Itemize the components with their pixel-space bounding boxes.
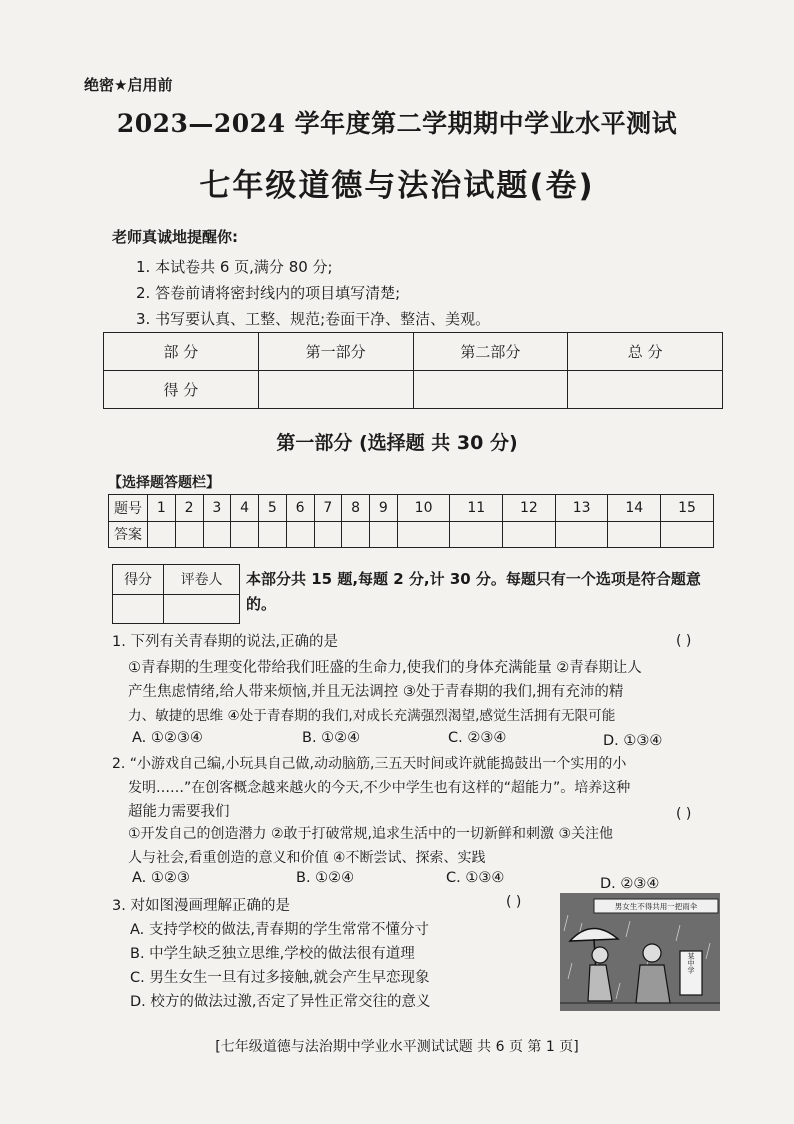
question-number-cell: 9 — [370, 495, 398, 522]
school-sign-text: 某中学 — [687, 952, 695, 974]
part1-title: 第一部分 (选择题 共 30 分) — [276, 432, 518, 454]
q1-option-c[interactable]: C. ②③④ — [448, 730, 507, 746]
statement-line: 人与社会,看重创造的意义和价值 ④不断尝试、探索、实践 — [128, 850, 486, 866]
answer-bar-heading: 【选择题答题栏】 — [108, 475, 220, 491]
answer-cell[interactable] — [148, 521, 176, 548]
question-2-line: 发明……”在创客概念越来越火的今天,不少中学生也有这样的“超能力”。培养这种 — [128, 780, 631, 796]
reminder-list — [136, 254, 490, 332]
answer-cell[interactable] — [661, 521, 714, 548]
page-footer: [七年级道德与法治期中学业水平测试试题 共 6 页 第 1 页] — [215, 1039, 579, 1055]
q2-option-a[interactable]: A. ①②③ — [132, 870, 190, 886]
answer-cell[interactable] — [370, 521, 398, 548]
q3-option-b[interactable]: B. 中学生缺乏独立思维,学校的做法很有道理 — [130, 946, 415, 962]
q3-option-a[interactable]: A. 支持学校的做法,青春期的学生常常不懂分寸 — [130, 922, 429, 938]
score-row-label: 得 分 — [104, 371, 259, 409]
confidential-mark: 绝密★启用前 — [84, 76, 173, 94]
answer-cell[interactable] — [314, 521, 342, 548]
grade-header-grader: 评卷人 — [164, 565, 240, 595]
part1-instructions: 本部分共 15 题,每题 2 分,计 30 分。每题只有一个选项是符合题意的。 — [246, 570, 701, 613]
question-number-cell: 12 — [503, 495, 556, 522]
question-1-statements — [128, 656, 724, 728]
q2-option-d[interactable]: D. ②③④ — [600, 876, 660, 892]
question-2-statements — [128, 822, 724, 870]
comic-banner-text: 男女生不得共用一把雨伞 — [614, 902, 698, 911]
answer-cell[interactable] — [342, 521, 370, 548]
answer-cell[interactable] — [286, 521, 314, 548]
question-1 — [112, 630, 712, 654]
girl-figure — [592, 947, 608, 963]
score-header-part: 部 分 — [104, 333, 259, 371]
question-3-stem: 3. 对如图漫画理解正确的是 — [112, 898, 290, 914]
question-number-cell: 7 — [314, 495, 342, 522]
answer-table — [108, 494, 714, 548]
question-number-cell: 8 — [342, 495, 370, 522]
answer-cell[interactable] — [608, 521, 661, 548]
question-number-cell: 3 — [203, 495, 231, 522]
answer-cell[interactable] — [503, 521, 556, 548]
score-cell-part1[interactable] — [258, 371, 413, 409]
question-number-cell: 14 — [608, 495, 661, 522]
exam-title: 2023—2024 学年度第二学期期中学业水平测试 — [116, 109, 678, 138]
answer-cell[interactable] — [397, 521, 450, 548]
answer-cell[interactable] — [231, 521, 259, 548]
question-2 — [112, 752, 724, 824]
question-2-line: 超能力需要我们 — [128, 804, 230, 820]
question-number-cell: 13 — [555, 495, 608, 522]
answer-cell[interactable] — [450, 521, 503, 548]
question-1-answer-paren[interactable]: ( ) — [676, 633, 692, 649]
score-cell-part2[interactable] — [413, 371, 568, 409]
q2-option-b[interactable]: B. ①②④ — [296, 870, 355, 886]
question-2-line: 2. “小游戏自己编,小玩具自己做,动动脑筋,三五天时间或许就能捣鼓出一个实用的小 — [112, 756, 627, 772]
score-cell-total[interactable] — [568, 371, 723, 409]
question-number-cell: 10 — [397, 495, 450, 522]
question-number-cell: 1 — [148, 495, 176, 522]
answer-label: 答案 — [109, 521, 148, 548]
answer-cell[interactable] — [203, 521, 231, 548]
answer-cell[interactable] — [259, 521, 287, 548]
reminder-heading: 老师真诚地提醒你: — [112, 228, 238, 246]
grade-cell-grader[interactable] — [164, 594, 240, 624]
grade-header-score: 得分 — [113, 565, 164, 595]
question-3-answer-paren[interactable]: ( ) — [506, 894, 522, 910]
question-number-cell: 4 — [231, 495, 259, 522]
reminder-item: 1. 本试卷共 6 页,满分 80 分; — [136, 258, 333, 276]
statement-line: 产生焦虑情绪,给人带来烦恼,并且无法调控 ③处于青春期的我们,拥有充沛的精 — [128, 684, 624, 700]
score-header-part1: 第一部分 — [258, 333, 413, 371]
grade-cell-score[interactable] — [113, 594, 164, 624]
exam-subtitle: 七年级道德与法治试题(卷) — [199, 168, 595, 204]
answer-cell[interactable] — [175, 521, 203, 548]
question-1-stem: 1. 下列有关青春期的说法,正确的是 — [112, 634, 339, 650]
grade-table — [112, 564, 240, 624]
score-header-total: 总 分 — [568, 333, 723, 371]
reminder-item: 2. 答卷前请将密封线内的项目填写清楚; — [136, 284, 401, 302]
number-label: 题号 — [109, 495, 148, 522]
question-number-cell: 11 — [450, 495, 503, 522]
q1-option-a[interactable]: A. ①②③④ — [132, 730, 203, 746]
score-header-part2: 第二部分 — [413, 333, 568, 371]
q2-option-c[interactable]: C. ①③④ — [446, 870, 505, 886]
question-number-cell: 5 — [259, 495, 287, 522]
comic-illustration — [560, 893, 720, 1011]
question-number-cell: 2 — [175, 495, 203, 522]
question-2-answer-paren[interactable]: ( ) — [676, 806, 692, 822]
boy-figure — [643, 944, 661, 962]
statement-line: ①开发自己的创造潜力 ②敢于打破常规,追求生活中的一切新鲜和刺激 ③关注他 — [128, 826, 614, 842]
q1-option-d[interactable]: D. ①③④ — [603, 733, 663, 749]
q3-option-d[interactable]: D. 校方的做法过激,否定了异性正常交往的意义 — [130, 994, 431, 1010]
q3-option-c[interactable]: C. 男生女生一旦有过多接触,就会产生早恋现象 — [130, 970, 430, 986]
q1-option-b[interactable]: B. ①②④ — [302, 730, 361, 746]
statement-line: ①青春期的生理变化带给我们旺盛的生命力,使我们的身体充满能量 ②青春期让人 — [128, 660, 642, 676]
score-table — [103, 332, 723, 409]
answer-cell[interactable] — [555, 521, 608, 548]
statement-line: 力、敏捷的思维 ④处于青春期的我们,对成长充满强烈渴望,感觉生活拥有无限可能 — [128, 708, 616, 724]
reminder-item: 3. 书写要认真、工整、规范;卷面干净、整洁、美观。 — [136, 310, 491, 328]
question-number-cell: 6 — [286, 495, 314, 522]
question-number-cell: 15 — [661, 495, 714, 522]
